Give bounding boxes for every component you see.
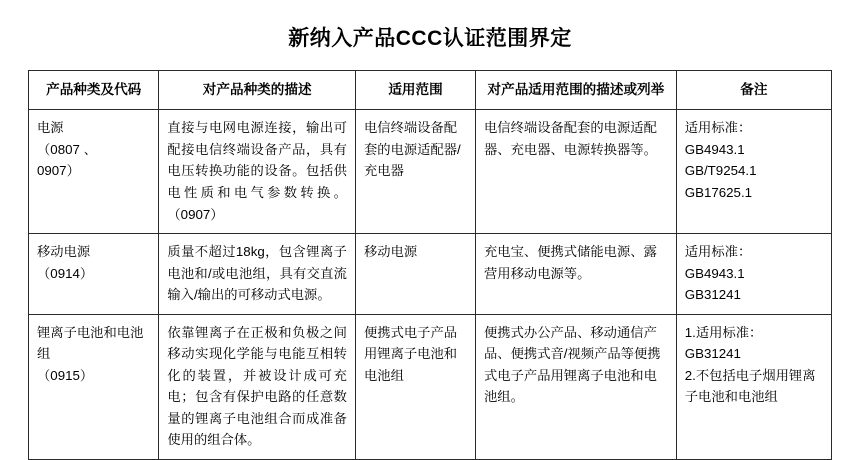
cell-category <box>29 314 159 459</box>
remark-line: 1.适用标准： <box>684 324 763 340</box>
cell-description: 质量不超过18kg，包含锂离子电池和/或电池组，具有交直流输入/输出的可移动式电源。 <box>159 234 356 315</box>
column-header-scope-description: 对产品适用范围的描述或列举 <box>476 71 677 110</box>
column-header-category: 产品种类及代码 <box>29 71 159 110</box>
category-code-line: 0907） <box>37 163 80 179</box>
cell-description: 直接与电网电源连接，输出可配接电信终端设备产品，具有电压转换功能的设备。包括供电性质和电气参数转换。（0907） <box>159 110 356 234</box>
cell-remark <box>676 314 831 459</box>
cell-scope: 便携式电子产品用锂离子电池和电池组 <box>355 314 475 459</box>
ccc-scope-table <box>28 70 832 460</box>
column-header-scope: 适用范围 <box>355 71 475 110</box>
cell-scope: 移动电源 <box>355 234 475 315</box>
remark-line: 2.不包括电子烟用锂离子电池和电池组 <box>684 367 816 405</box>
column-header-description: 对产品种类的描述 <box>159 71 356 110</box>
cell-category <box>29 110 159 234</box>
category-name: 锂离子电池和电池组 <box>37 324 144 362</box>
column-header-remark: 备注 <box>676 71 831 110</box>
page-title: 新纳入产品CCC认证范围界定 <box>288 27 572 50</box>
cell-scope-description: 充电宝、便携式储能电源、露营用移动电源等。 <box>476 234 677 315</box>
remark-line: GB31241 <box>684 346 741 362</box>
category-name: 移动电源 <box>37 244 91 260</box>
category-name: 电源 <box>37 120 64 136</box>
table-row <box>29 314 832 459</box>
remark-line: GB31241 <box>684 287 741 303</box>
cell-remark <box>676 110 831 234</box>
category-code-line: （0914） <box>37 265 94 281</box>
cell-remark <box>676 234 831 315</box>
cell-category <box>29 234 159 315</box>
category-code-line: （0915） <box>37 367 94 383</box>
cell-description: 依靠锂离子在正极和负极之间移动实现化学能与电能互相转化的装置，并被设计成可充电；包含有保护电路的任意数量的锂离子电池组合而成准备使用的组合体。 <box>159 314 356 459</box>
remark-line: GB4943.1 <box>684 265 745 281</box>
remark-line: GB4943.1 <box>684 141 745 157</box>
table-row <box>29 110 832 234</box>
cell-scope-description: 便携式办公产品、移动通信产品、便携式音/视频产品等便携式电子产品用锂离子电池和电池组。 <box>476 314 677 459</box>
category-code-line: （0807 、 <box>37 141 97 157</box>
cell-scope-description: 电信终端设备配套的电源适配器、充电器、电源转换器等。 <box>476 110 677 234</box>
table-header-row <box>29 71 832 110</box>
table-row <box>29 234 832 315</box>
table-container <box>0 70 860 460</box>
remark-line: GB/T9254.1 <box>684 163 757 179</box>
remark-line: GB17625.1 <box>684 184 753 200</box>
remark-line: 适用标准： <box>684 120 752 136</box>
remark-line: 适用标准： <box>684 244 752 260</box>
cell-scope: 电信终端设备配套的电源适配器/充电器 <box>355 110 475 234</box>
